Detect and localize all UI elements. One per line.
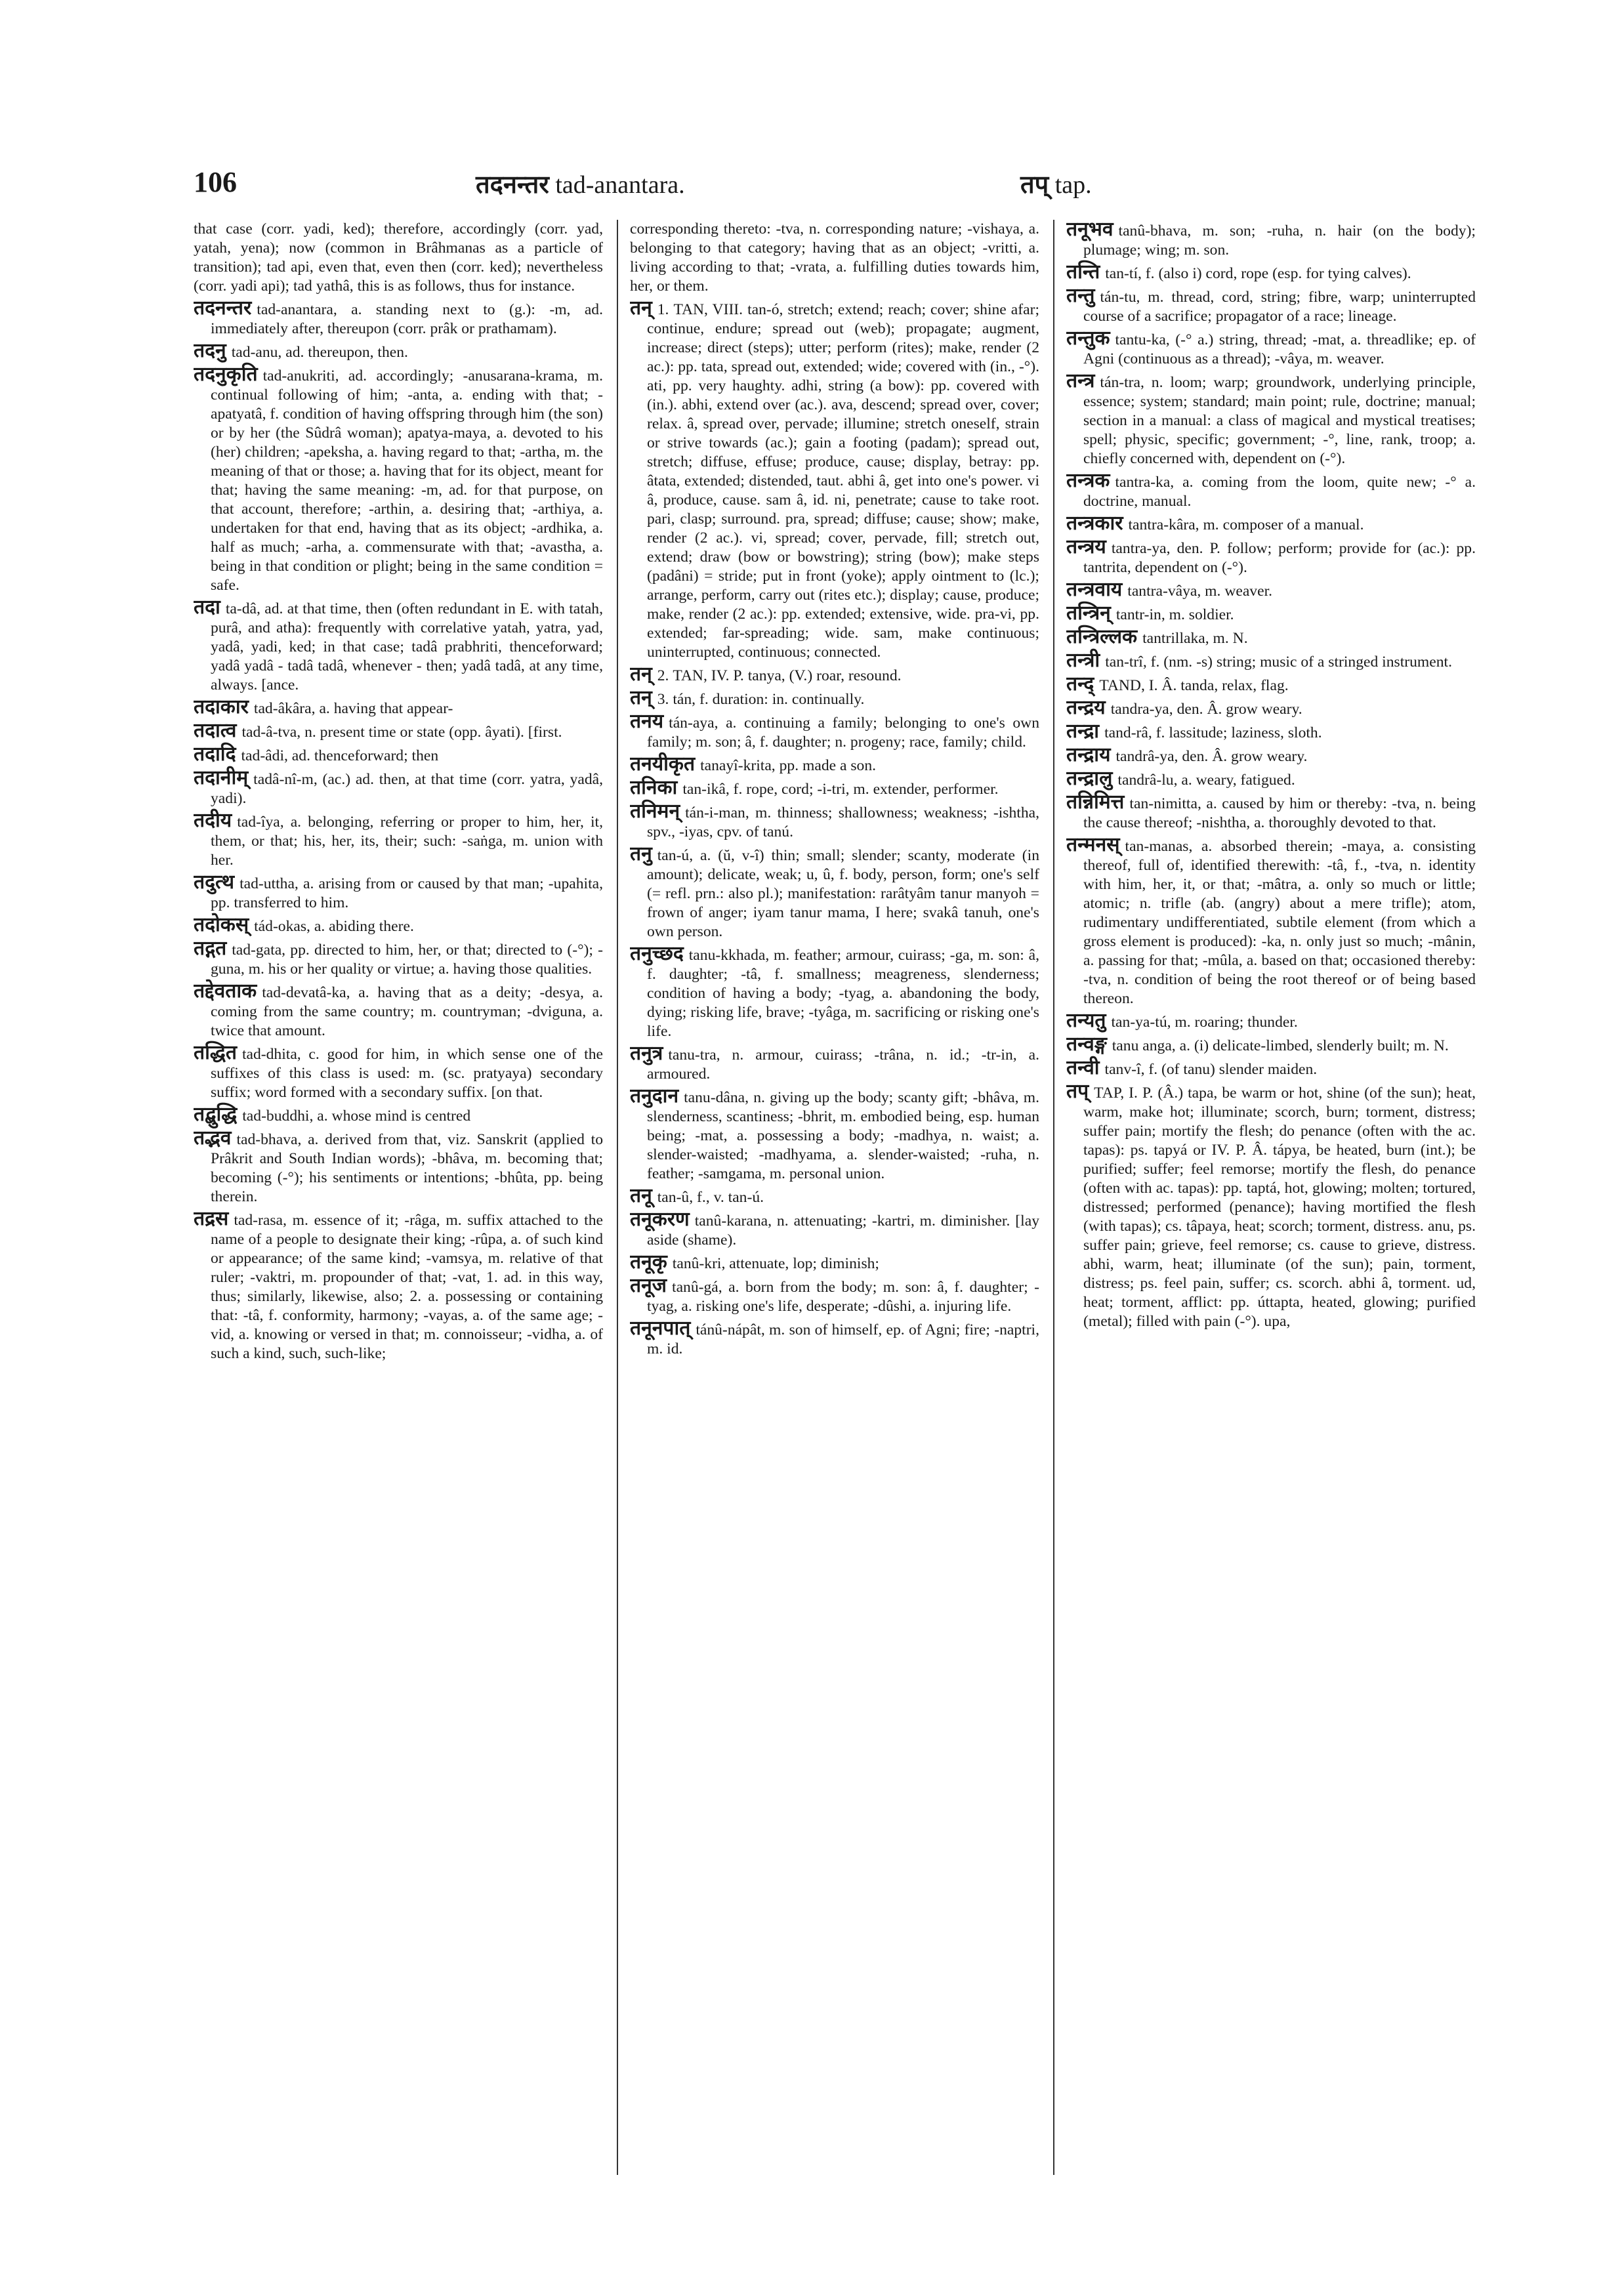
entry-headword: तद्देवताक (194, 980, 257, 1003)
dictionary-entry (194, 745, 603, 766)
dictionary-entry (194, 982, 603, 1041)
dictionary-entry (194, 811, 603, 870)
entry-text: tanû-kri, attenuate, lop; diminish; (672, 1255, 879, 1272)
dictionary-entry (194, 299, 603, 339)
column-divider (617, 220, 618, 2175)
dictionary-entry (194, 598, 603, 695)
dictionary-entry (1066, 745, 1476, 766)
entry-headword: तनूकरण (630, 1208, 690, 1231)
dictionary-entry (1066, 1035, 1476, 1056)
entry-text: tanû-karana, n. attenuating; -kartri, m. diminisher. [lay aside (shame). (647, 1212, 1039, 1249)
entry-headword: तन्द्राय (1066, 743, 1111, 766)
entry-headword: तन्तुक (1066, 327, 1110, 350)
entry-headword: तदनुकृति (194, 363, 258, 386)
entry-headword: तन्मनस् (1066, 833, 1120, 856)
entry-headword: तनिका (630, 776, 678, 799)
entry-headword: तनूनपात् (630, 1317, 691, 1340)
entry-text: tad-âkâra, a. having that appear- (253, 700, 453, 717)
entry-headword: तन्त्रकार (1066, 512, 1123, 535)
dictionary-entry (630, 844, 1039, 941)
dictionary-entry (630, 944, 1039, 1041)
entry-text: tanû-gá, a. born from the body; m. son: â, f. daughter; -tyag, a. risking one's life, desperate; -dûshi, a. injuring life. (647, 1279, 1039, 1315)
dictionary-entry (1066, 769, 1476, 790)
entry-text: tad-bhava, a. derived from that, viz. Sanskrit (applied to Prâkrit and South Indian words); -bhâva, m. becoming that; becoming (-°); his sentiments or intentions; -bhûta, pp. being therein. (211, 1131, 603, 1205)
dictionary-entry (194, 365, 603, 595)
entry-headword: तन्ति (1066, 260, 1100, 283)
dictionary-entry (194, 915, 603, 936)
entry-text: tan-û, f., v. tan-ú. (657, 1189, 764, 1206)
dictionary-entry (194, 939, 603, 979)
dictionary-entry (1066, 220, 1476, 260)
entry-headword: तदा (194, 596, 220, 619)
entry-headword: तद्गत (194, 937, 227, 960)
entry-headword: तदादि (194, 743, 236, 766)
entry-headword: तन्द् (1066, 672, 1094, 695)
entry-text: tan-nimitta, a. caused by him or thereby: -tva, n. being the cause thereof; -nishtha, a. thoroughly devoted to that. (1083, 795, 1476, 831)
entry-text: TAND, I. Â. tanda, relax, flag. (1099, 677, 1289, 694)
entry-headword: तनुदान (630, 1085, 679, 1107)
entry-headword: तद्रस (194, 1207, 229, 1230)
dictionary-entry (1066, 1011, 1476, 1032)
entry-headword: तन्द्रय (1066, 696, 1106, 719)
entry-headword: तन् (630, 663, 652, 686)
dictionary-entry (630, 688, 1039, 709)
entry-text: tand-râ, f. lassitude; laziness, sloth. (1104, 724, 1322, 741)
entry-text: tad-â-tva, n. present time or state (opp. âyati). [first. (241, 724, 562, 741)
entry-text: tadâ-nî-m, (ac.) ad. then, at that time (corr. yatra, yadâ, yadi). (211, 771, 603, 807)
entry-text: tad-gata, pp. directed to him, her, or that; directed to (-°); -guna, m. his or her quality or virtue; a. having those qualities. (211, 941, 603, 978)
entry-text: that case (corr. yadi, ked); therefore, accordingly (corr. yad, yatah, yena); now (common in Brâhmanas as a particle of transition); tad api, even that, even then (corr. ked); nevertheless (corr. yadi api); tad yathâ, this is as follows, thus for instance. (194, 220, 603, 295)
entry-headword: तन्त्र (1066, 369, 1095, 392)
dictionary-entry (1066, 471, 1476, 511)
entry-headword: तन्निमित्त (1066, 791, 1125, 814)
entry-text: tantu-ka, (-° a.) string, thread; -mat, a. threadlike; ep. of Agni (continuous as a thread); -vâya, m. weaver. (1083, 331, 1476, 367)
entry-text: tanu anga, a. (i) delicate-limbed, slenderly built; m. N. (1112, 1037, 1449, 1054)
entry-text: 2. TAN, IV. P. tanya, (V.) roar, resound. (657, 667, 902, 684)
entry-text: tanayî-krita, pp. made a son. (700, 757, 877, 774)
dictionary-entry (194, 1128, 603, 1207)
entry-headword: तन् (630, 297, 652, 320)
running-head-left-devanagari: तदनन्तर (476, 170, 549, 199)
dictionary-entry (630, 1319, 1039, 1359)
entry-headword: तनयीकृत (630, 753, 696, 775)
entry-text: tandrâ-ya, den. Â. grow weary. (1115, 748, 1308, 765)
dictionary-entry (194, 220, 603, 296)
dictionary-entry (194, 1105, 603, 1126)
entry-text: 1. TAN, VIII. tan-ó, stretch; extend; reach; cover; shine afar; continue, endure; spread out (web); propagate; augment, increase; direct (steps); utter; perform (rites); make, render (2 ac.): pp. tata, spread out, extended; wide; covered with (in., -°). ati, pp. very haughty. adhi, string (a bow): pp. covered with (in.). abhi, extend over (ac.). ava, descend; spread over, cover; relax. â, spread over, pervade; illumine; stretch oneself, strain or strive towards (ac.); gain a footing (padam); spread out, stretch; diffuse, effuse; produce, cause; display, betray: pp. âtata, extended; distended, taut. abhi â, get into one's power. vi â, produce, cause. sam â, id. ni, penetrate; cause to take root. pari, clasp; surround. pra, spread; diffuse; cause; show; make, render (2 ac.). vi, spread; cover, pervade, fill; stretch out, extend; draw (bow or bowstring); string (bow); make steps (padâni) = stride; put in front (yoke); apply ointment to (lc.); arrange, perform, carry out (rites etc.); display; cause, produce; make, render (2 ac.): pp. extended; extensive, wide. pra-vi, pp. extended; far-spreading; wide. sam, make continuous; uninterrupted, continuous; connected. (647, 301, 1039, 661)
entry-text: tánû-nápât, m. son of himself, ep. of Agni; fire; -naptri, m. id. (647, 1321, 1039, 1357)
dictionary-entry (1066, 580, 1476, 601)
dictionary-entry (194, 1043, 603, 1102)
dictionary-entry (1066, 698, 1476, 719)
entry-text: tanu-kkhada, m. feather; armour, cuirass; -ga, m. son: â, f. daughter; -tâ, f. smallness; meagreness, slenderness; condition of having a body; -tyag, a. abandoning the body, dying; risking life, brave; -tyâga, m. sacrificing or risking one's life. (647, 947, 1039, 1040)
entry-headword: तनूभव (1066, 220, 1114, 241)
entry-headword: तन्वी (1066, 1056, 1100, 1079)
dictionary-entry (194, 768, 603, 808)
running-head-right-text: tap. (1054, 171, 1092, 199)
entry-text: tán-aya, a. continuing a family; belonging to one's own family; m. son; â, f. daughter; n. progeny; race, family; child. (647, 714, 1039, 751)
entry-headword: तनय (630, 710, 664, 733)
entry-headword: तनू (630, 1184, 652, 1207)
entry-text: tad-anu, ad. thereupon, then. (231, 344, 408, 361)
dictionary-entry (194, 341, 603, 362)
dictionary-entry (1066, 627, 1476, 648)
entry-headword: तन्वङ्ग (1066, 1033, 1107, 1056)
dictionary-entry (1066, 722, 1476, 743)
dictionary-entry (630, 665, 1039, 686)
entry-headword: तदनु (194, 339, 226, 362)
entry-headword: तनु (630, 842, 652, 865)
entry-text: tantra-ka, a. coming from the loom, quite new; -° a. doctrine, manual. (1083, 474, 1476, 510)
entry-text: tad-âdi, ad. thenceforward; then (241, 747, 439, 764)
dictionary-entry (630, 778, 1039, 799)
entry-text: tan-ikâ, f. rope, cord; -i-tri, m. extender, performer. (682, 781, 999, 798)
dictionary-entry (630, 220, 1039, 296)
entry-text: tan-ú, a. (ŭ, v-î) thin; small; slender; scanty, moderate (in amount); delicate, weak; u, û, f. body, person, form; one's self (= refl. prn.: also pl.); manifestation: rarâtyâm tanur manyoh = frown of anger; iyam tanur mama, I here; svakâ tanuh, one's own person. (647, 847, 1039, 940)
dictionary-entry (630, 299, 1039, 662)
dictionary-entry (1066, 1082, 1476, 1331)
entry-text: tanv-î, f. (of tanu) slender maiden. (1104, 1061, 1318, 1078)
dictionary-entry (630, 1252, 1039, 1273)
dictionary-entry (630, 1210, 1039, 1250)
entry-headword: तनिमन् (630, 800, 680, 823)
entry-text: tan-trî, f. (nm. -s) string; music of a stringed instrument. (1105, 653, 1452, 671)
entry-headword: तन्यतु (1066, 1009, 1106, 1032)
entry-text: tan-manas, a. absorbed therein; -maya, a. consisting thereof, full of, identified therewith: -tâ, f., -tva, n. identity with him, her, it, or that; -mâtra, a. only so much or little; atomic; n. trifle (ab. (angry) about a mere trifle); atom, rudimentary undifferentiated, subtile element (from which a gross element is produced): -ka, n. only just so much; -mânin, a. passing for that; -mûla, a. based on that; occasioned thereby: -tva, n. condition of being the root thereof or of being based thereon. (1083, 838, 1476, 1007)
entry-headword: तद्भव (194, 1127, 232, 1149)
entry-headword: तन्त्रवाय (1066, 578, 1123, 601)
entry-text: tad-buddhi, a. whose mind is centred (242, 1107, 471, 1125)
entry-headword: तप् (1066, 1080, 1089, 1103)
entry-headword: तनुच्छद (630, 942, 684, 965)
dictionary-entry (1066, 835, 1476, 1008)
dictionary-entry (1066, 604, 1476, 625)
entry-headword: तन्त्री (1066, 649, 1100, 672)
entry-text: tanu-dâna, n. giving up the body; scanty gift; -bhâva, m. slenderness, scantiness; -bhrit, m. embodied being, esp. human being; -mat, a. possessing a body; -madhya, n. waist; a. slender-waisted; -madhyama, a. slender-waisted; -ruha, n. feather; -samgama, m. personal union. (647, 1089, 1039, 1182)
entry-text: tán-i-man, m. thinness; shallowness; weakness; -ishtha, spv., -iyas, cpv. of tanú. (647, 804, 1039, 840)
entry-headword: तदोकस् (194, 913, 249, 936)
column-divider (1053, 220, 1054, 2175)
running-head-right-devanagari: तप् (1020, 170, 1049, 199)
dictionary-entry (630, 802, 1039, 842)
page-header (194, 165, 1486, 211)
entry-headword: तदनन्तर (194, 297, 252, 320)
dictionary-entry (1066, 329, 1476, 369)
entry-text: tád-okas, a. abiding there. (254, 918, 414, 935)
entry-text: tantra-kâra, m. composer of a manual. (1128, 516, 1364, 533)
entry-text: TAP, I. P. (Â.) tapa, be warm or hot, shine (of the sun); heat, warm, make hot; illuminate; scorch, burn; torment, distress; suffer pain; mortify the flesh; do penance (often with the ac. tapas): ps. tapyá or IV. P. Â. tápya, be heated, burn (int.); be purified; suffer; feel remorse; mortify the flesh, do penance (often with ac. tapas): pp. taptá, hot, glowing; molten; tortured, distressed; performed (penance); having mortified the flesh (with tapas); cs. tâpaya, heat; scorch; torment, distress. anu, ps. suffer pain; grieve, feel remorse; cs. cause to grieve, distress. abhi, warm, heat; illuminate (of the sun); pain, torment, distress; ps. feel pain, suffer; cs. scorch. abhi â, torment. ud, heat; torment, afflict: pp. úttapta, heated, glowing; purified (metal); filled with pain (-°). upa, (1083, 1085, 1476, 1330)
dictionary-entry (1066, 793, 1476, 833)
entry-text: tad-uttha, a. arising from or caused by that man; -upahita, pp. transferred to him. (211, 875, 603, 911)
entry-text: tanu-tra, n. armour, cuirass; -trâna, n. id.; -tr-in, a. armoured. (647, 1046, 1039, 1083)
dictionary-entry (194, 1209, 603, 1363)
entry-text: tan-ya-tú, m. roaring; thunder. (1111, 1014, 1298, 1031)
entry-text: tán-tu, m. thread, cord, string; fibre, warp; uninterrupted course of a sacrifice; propagator of a race; lineage. (1083, 289, 1476, 325)
entry-text: tandra-ya, den. Â. grow weary. (1110, 701, 1302, 718)
dictionary-entry (1066, 537, 1476, 577)
entry-text: tantr-in, m. soldier. (1115, 606, 1234, 623)
dictionary-entry (630, 1044, 1039, 1084)
entry-headword: तदात्व (194, 719, 237, 742)
running-head-left-text: tad-anantara. (555, 171, 685, 199)
dictionary-column-1 (194, 220, 603, 2181)
entry-headword: तन्द्रालु (1066, 767, 1113, 790)
entry-text: tantra-vâya, m. weaver. (1127, 583, 1273, 600)
running-head-right (1020, 167, 1092, 201)
dictionary-column-2 (630, 220, 1039, 2181)
running-head-left (476, 167, 685, 201)
entry-text: tad-rasa, m. essence of it; -râga, m. suffix attached to the name of a people to designate their king; -rûpa, a. of such kind or appearance; of the same kind; -vamsya, m. relative of that ruler; -vaktri, m. propounder of that; -vat, 1. ad. in this way, thus; similarly, likewise, also; 2. a. possessing or containing that: -tâ, f. conformity, harmony; -vayas, a. of the same age; -vid, a. knowing or versed in that; m. connoisseur; -vidha, a. of such a kind, such, such-like; (211, 1212, 603, 1362)
entry-text: corresponding thereto: -tva, n. corresponding nature; -vishaya, a. belonging to that category; having that as an object; -vritti, a. living according to that; -vrata, a. fulfilling duties towards him, her, or them. (630, 220, 1039, 295)
entry-headword: तनूकृ (630, 1251, 667, 1273)
dictionary-entry (630, 755, 1039, 775)
dictionary-entry (630, 1186, 1039, 1207)
entry-headword: तनुत्र (630, 1042, 663, 1065)
entry-text: tad-îya, a. belonging, referring or proper to him, her, it, them, or that; his, her, its, their; such: -saṅga, m. union with her. (211, 814, 603, 869)
entry-text: tán-tra, n. loom; warp; groundwork, underlying principle, essence; system; standard; main point; rule, doctrine; manual; section in a manual: a class of magical and mystical treatises; spell; physic, specific; government; -°, line, rank, troop; a. chiefly concerned with, dependent on (-°). (1083, 374, 1476, 467)
dictionary-entry (630, 712, 1039, 752)
dictionary-entry (1066, 651, 1476, 672)
entry-headword: तन्त्रक (1066, 469, 1110, 492)
dictionary-entry (630, 1086, 1039, 1184)
dictionary-entry (194, 873, 603, 913)
dictionary-entry (1066, 1058, 1476, 1079)
entry-headword: तनूज (630, 1274, 667, 1297)
entry-headword: तन्त्रय (1066, 535, 1106, 558)
dictionary-entry (1066, 514, 1476, 535)
entry-text: tad-anantara, a. standing next to (g.): -m, ad. immediately after, thereupon (corr. prâk or prathamam). (211, 301, 603, 337)
entry-headword: तन् (630, 686, 652, 709)
page-number: 106 (194, 166, 237, 198)
entry-text: tantrillaka, m. N. (1142, 630, 1248, 647)
entry-text: tanû-bhava, m. son; -ruha, n. hair (on the body); plumage; wing; m. son. (1083, 222, 1476, 258)
entry-text: tantra-ya, den. P. follow; perform; provide for (ac.): pp. tantrita, dependent on (-°). (1083, 540, 1476, 576)
dictionary-entry (194, 697, 603, 718)
dictionary-entry (630, 1276, 1039, 1316)
entry-text: tad-devatâ-ka, a. having that as a deity; -desya, a. coming from the same country; m. countryman; -dviguna, a. twice that amount. (211, 984, 603, 1039)
entry-headword: तन्तु (1066, 284, 1095, 307)
entry-text: tan-tí, f. (also i) cord, rope (esp. for tying calves). (1105, 265, 1411, 282)
dictionary-entry (194, 721, 603, 742)
entry-headword: तद्बुद्धि (194, 1103, 238, 1126)
dictionary-entry (1066, 286, 1476, 326)
entry-text: 3. tán, f. duration: in. continually. (657, 691, 865, 708)
entry-headword: तद्धित (194, 1041, 237, 1064)
entry-text: tad-dhita, c. good for him, in which sense one of the suffixes of this class is used: m. (sc. pratyaya) secondary suffix; word formed with a secondary suffix. [on that. (211, 1046, 603, 1101)
entry-headword: तदीय (194, 809, 232, 832)
entry-headword: तन्द्रा (1066, 720, 1100, 743)
entry-headword: तन्त्रिन् (1066, 602, 1111, 625)
entry-headword: तदानीम् (194, 766, 249, 789)
entry-headword: तदाकार (194, 695, 249, 718)
dictionary-entry (1066, 674, 1476, 695)
dictionary-entry (1066, 262, 1476, 283)
entry-headword: तदुत्थ (194, 871, 235, 894)
entry-headword: तन्त्रिल्लक (1066, 625, 1138, 648)
entry-text: ta-dâ, ad. at that time, then (often redundant in E. with tatah, purâ, and atha): frequently with correlative yatah, yatra, yad, yadâ, yadi, ked; in that case; tadâ prabhriti, thenceforward; yadâ yadâ - tadâ tadâ, whenever - then; yadâ tadâ, at any time, always. [ance. (211, 600, 603, 693)
dictionary-column-3 (1066, 220, 1476, 2181)
entry-text: tad-anukriti, ad. accordingly; -anusarana-krama, m. continual following of him; -anta, a. ending with that; -apatyatâ, f. condition of having offspring through him (the son) or by her (the Sûdrâ woman); apatya-maya, a. devoted to his (her) children; -apeksha, a. having regard to that; -artha, m. the meaning of that or those; a. having that for its object, meant for that; having the same meaning: -m, ad. for that purpose, on that account, therefore; -arthin, a. desiring that; -arthiya, a. undertaken for that end, having that as its object; -ardhika, a. half as much; -arha, a. commensurate with that; -avastha, a. being in that condition or plight; being in the same condition = safe. (211, 367, 603, 594)
entry-text: tandrâ-lu, a. weary, fatigued. (1117, 772, 1295, 789)
dictionary-entry (1066, 371, 1476, 468)
